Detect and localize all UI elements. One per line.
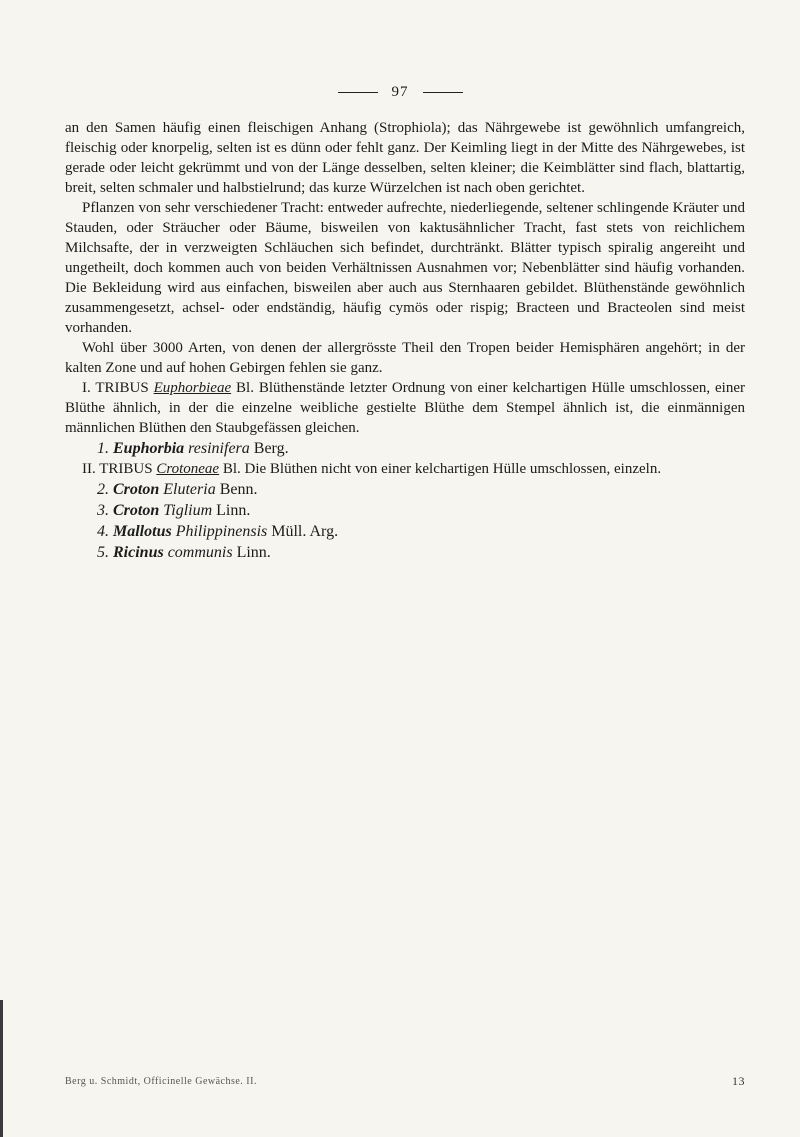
tribe-2: [65, 459, 745, 479]
species-entry: 4. Mallotus Philippinensis Müll. Arg.: [97, 523, 339, 540]
signature-mark: 13: [732, 1074, 745, 1088]
tribe-1-text: Bl. Blüthenstände letzter Ordnung von einer kelchartigen Hülle umschlossen, einer Blüthe ähnlich, in der die einzelne weibliche gestielte Blüthe dem Stempel ähnlich ist, die einmännigen männlichen Blüthen den Staubgefässen gleichen.: [65, 380, 745, 436]
header-dash-right: [423, 92, 463, 93]
paragraph-1: an den Samen häufig einen fleischigen Anhang (Strophiola); das Nährgewebe ist gewöhnlich umfangreich, fleischig oder knorpelig, selten ist es dünn oder fehlt ganz. Der Keimling liegt in der Mitte des Nährgewebes, ist gerade oder leicht gekrümmt und von der Länge desselben, selten kleiner; die Keimblätter sind flach, blattartig, breit, selten schmaler und halbstielrund; das kurze Würzelchen ist nach oben gerichtet.: [65, 120, 745, 196]
footer-publication: Berg u. Schmidt, Officinelle Gewächse. II.: [65, 1076, 257, 1087]
tribe-1: [65, 378, 745, 438]
page-footer: [65, 1076, 745, 1087]
species-entry: 3. Croton Tiglium Linn.: [97, 502, 251, 519]
tribe-2-label: II. TRIBUS: [82, 461, 153, 477]
species-entry: 5. Ricinus communis Linn.: [97, 544, 271, 561]
page-edge-shadow: [0, 1000, 3, 1137]
tribe-2-name: Crotoneae: [156, 461, 220, 477]
page-body: [65, 118, 745, 563]
tribe-1-name: Euphorbieae: [153, 380, 232, 396]
tribe-1-label: I. TRIBUS: [82, 380, 149, 396]
species-entry: 2. Croton Eluteria Benn.: [97, 481, 258, 498]
page-header: [0, 84, 800, 101]
page-number: 97: [391, 84, 409, 100]
tribe-2-text: Bl. Die Blüthen nicht von einer kelchartigen Hülle umschlossen, einzeln.: [222, 461, 662, 477]
paragraph-3: Wohl über 3000 Arten, von denen der allergrösste Theil den Tropen beider Hemisphären angehört; in der kalten Zone und auf hohen Gebirgen fehlen sie ganz.: [65, 340, 745, 376]
header-dash-left: [338, 92, 378, 93]
paragraph-2: Pflanzen von sehr verschiedener Tracht: entweder aufrechte, niederliegende, seltener schlingende Kräuter und Stauden, oder Sträucher oder Bäume, bisweilen von kaktusähnlicher Tracht, fast stets von reichlichem Milchsafte, der in verzweigten Schläuchen sich befindet, durchtränkt. Blätter typisch spiralig angereiht und ungetheilt, doch kommen auch von beiden Verhältnissen Ausnahmen vor; Nebenblätter sind häufig vorhanden. Die Bekleidung wird aus einfachen, bisweilen aber auch aus Sternhaaren gebildet. Blüthenstände gewöhnlich zusammengesetzt, achsel- oder endständig, häufig cymös oder rispig; Bracteen und Bracteolen sind meist vorhanden.: [65, 200, 745, 336]
species-entry: 1. Euphorbia resinifera Berg.: [97, 440, 289, 457]
